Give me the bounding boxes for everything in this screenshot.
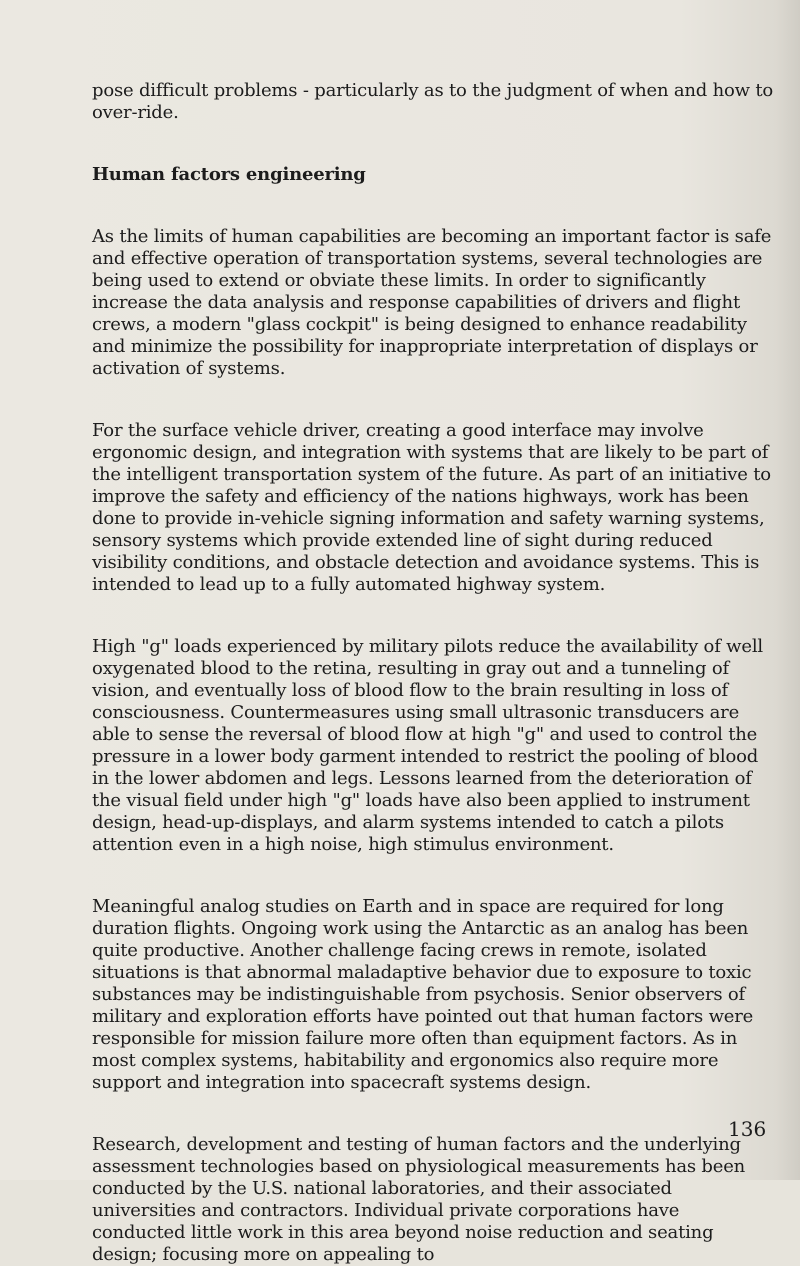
- paragraph-high-g-loads: High "g" loads experienced by military pilots reduce the availability of well oxygenated blood to the retina, resulting in gray out and a tunneling of vision, and eventually loss of blood flow to the brain resulting in loss of consciousness. Countermeasures using small ultrasonic transducers are able to sense the reversal of blood flow at high "g" and used to control the pressure in a lower body garment intended to restrict the pooling of blood in the lower abdomen and legs. Lessons learned from the deterioration of the visual field under high "g" loads have also been applied to instrument design, head-up-displays, and alarm systems intended to catch a pilots attention even in a high noise, high stimulus environment.: [92, 636, 763, 855]
- paragraph-surface-vehicle: For the surface vehicle driver, creating a good interface may involve ergonomic design, and integration with systems that are likely to be part of the intelligent transportation system of the future. As part of an initiative to improve the safety and efficiency of the nations highways, work has been done to provide in-vehicle signing information and safety warning systems, sensory systems which provide extended line of sight during reduced visibility conditions, and obstacle detection and avoidance systems. This is intended to lead up to a fully automated highway system.: [92, 420, 771, 595]
- section-heading: Human factors engineering: [92, 164, 366, 185]
- intro-paragraph: pose difficult problems - particularly as to the judgment of when and how to over-ride.: [92, 80, 774, 123]
- page-number: 136: [728, 1117, 767, 1141]
- paragraph-analog-studies: Meaningful analog studies on Earth and in space are required for long duration flights. Ongoing work using the Antarctic as an analog has been quite productive. Another challenge facing crews in remote, isolated situations is that abnormal maladaptive behavior due to exposure to toxic substances may be indistinguishable from psychosis. Senior observers of military and exploration efforts have pointed out that human factors were responsible for mission failure more often than equipment factors. As in most complex systems, habitability and ergonomics also require more support and integration into spacecraft systems design.: [92, 896, 754, 1093]
- paragraph-research-development: Research, development and testing of human factors and the underlying assessment technologies based on physiological measurements has been conducted by the U.S. national laboratories, and their associated universities and contractors. Individual private corporations have conducted little work in this area beyond noise reduction and seating design; focusing more on appealing to: [92, 1134, 746, 1265]
- paragraph-glass-cockpit: As the limits of human capabilities are becoming an important factor is safe and effective operation of transportation systems, several technologies are being used to extend or obviate these limits. In order to significantly increase the data analysis and response capabilities of drivers and flight crews, a modern "glass cockpit" is being designed to enhance readability and minimize the possibility for inappropriate interpretation of displays or activation of systems.: [92, 226, 772, 379]
- page-body: [92, 80, 776, 1266]
